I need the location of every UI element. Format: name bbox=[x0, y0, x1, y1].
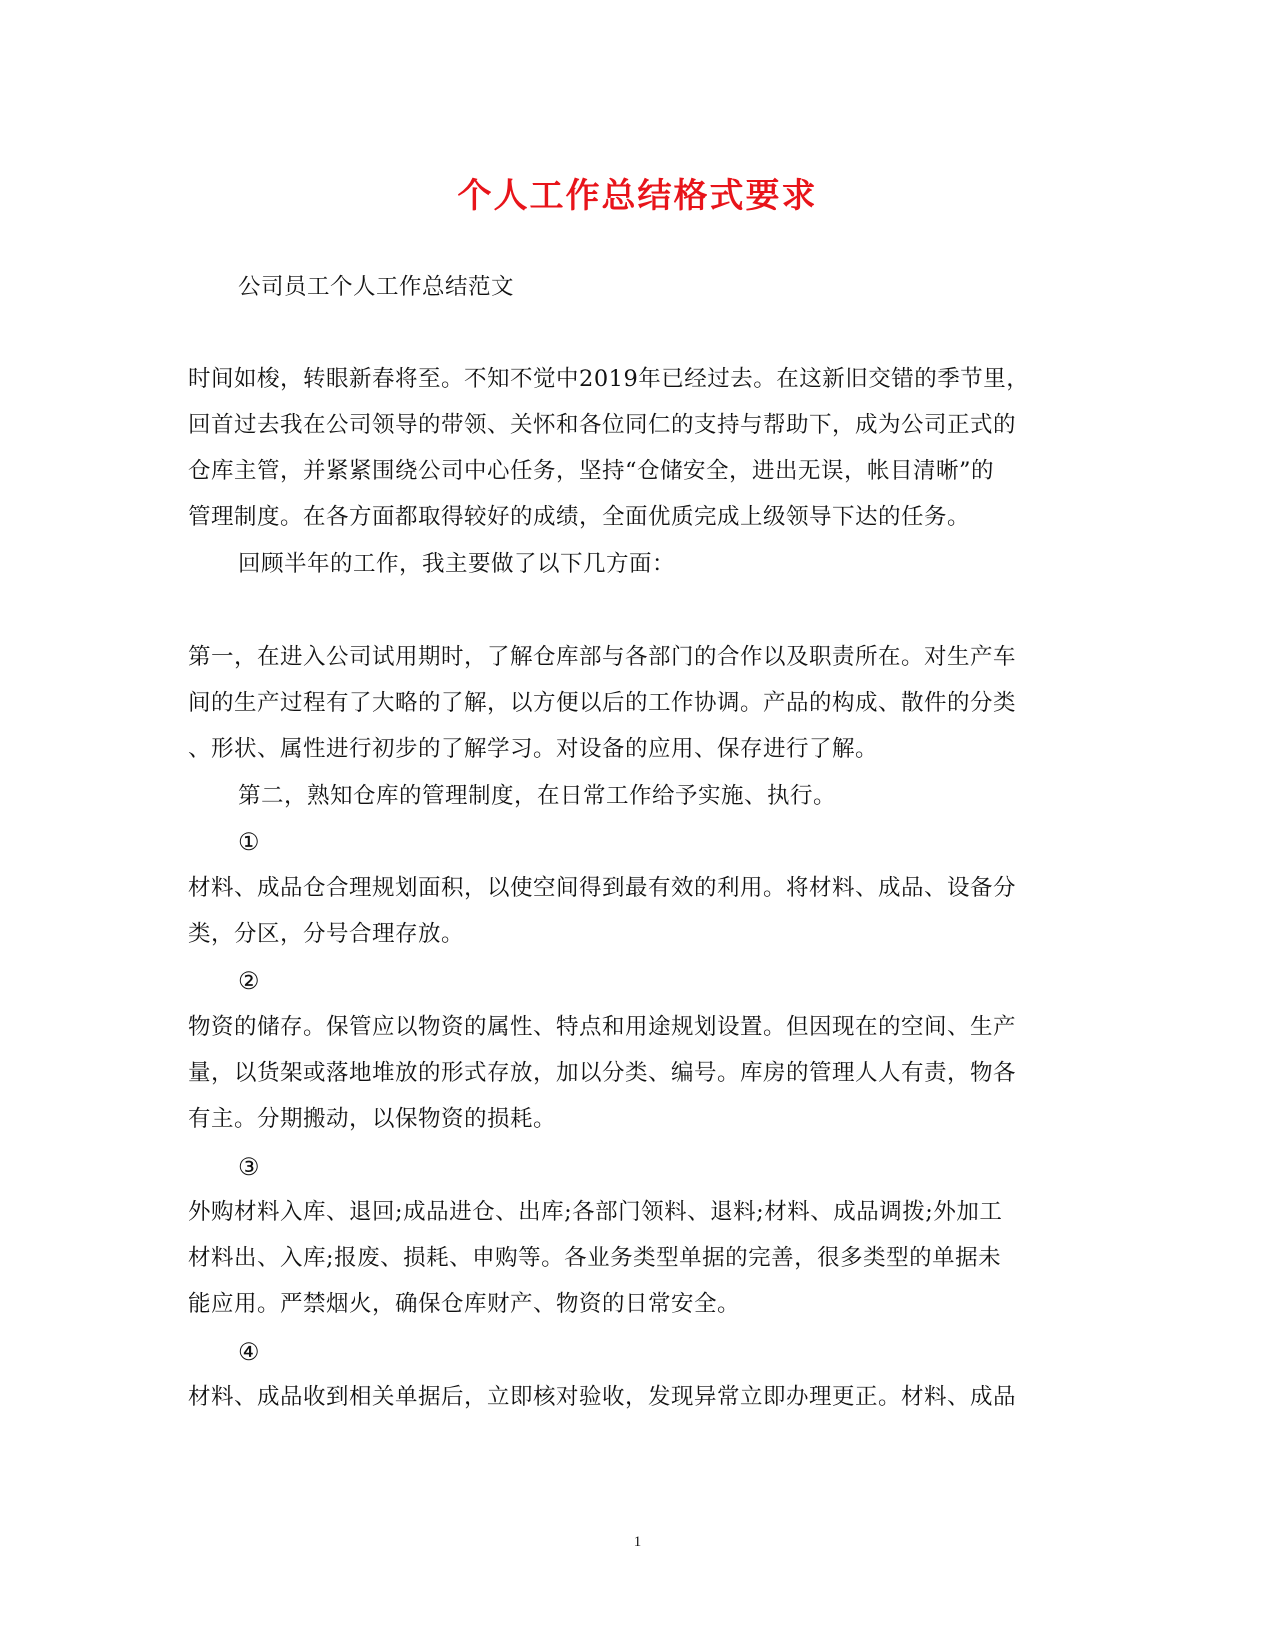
paragraph-line: 能应用。严禁烟火，确保仓库财产、物资的日常安全。 bbox=[188, 1291, 741, 1317]
item-marker: ① bbox=[238, 828, 260, 856]
paragraph-line: 、形状、属性进行初步的了解学习。对设备的应用、保存进行了解。 bbox=[188, 736, 879, 762]
item-marker: ④ bbox=[238, 1338, 260, 1366]
paragraph-line: 材料、成品收到相关单据后，立即核对验收，发现异常立即办理更正。材料、成品 bbox=[188, 1384, 1017, 1410]
paragraph-line: 回顾半年的工作，我主要做了以下几方面： bbox=[238, 551, 676, 577]
paragraph-line: 物资的储存。保管应以物资的属性、特点和用途规划设置。但因现在的空间、生产 bbox=[188, 1014, 1017, 1040]
paragraph-line: 间的生产过程有了大略的了解，以方便以后的工作协调。产品的构成、散件的分类 bbox=[188, 690, 1017, 716]
page-number: 1 bbox=[633, 1534, 642, 1550]
paragraph-line: 类，分区，分号合理存放。 bbox=[188, 921, 465, 947]
paragraph-line: 第一，在进入公司试用期时，了解仓库部与各部门的合作以及职责所在。对生产车 bbox=[188, 644, 1017, 670]
paragraph-line: 有主。分期搬动，以保物资的损耗。 bbox=[188, 1106, 557, 1132]
paragraph-line: 外购材料入库、退回;成品进仓、出库;各部门领料、退料;材料、成品调拨;外加工 bbox=[188, 1199, 1003, 1225]
paragraph-line: 仓库主管，并紧紧围绕公司中心任务，坚持“仓储安全，进出无误，帐目清晰”的 bbox=[188, 458, 995, 484]
item-marker: ③ bbox=[238, 1153, 260, 1181]
paragraph-line: 管理制度。在各方面都取得较好的成绩，全面优质完成上级领导下达的任务。 bbox=[188, 504, 971, 530]
paragraph-line: 回首过去我在公司领导的带领、关怀和各位同仁的支持与帮助下，成为公司正式的 bbox=[188, 412, 1017, 438]
paragraph-line: 量，以货架或落地堆放的形式存放，加以分类、编号。库房的管理人人有责，物各 bbox=[188, 1060, 1017, 1086]
item-marker: ② bbox=[238, 967, 260, 995]
paragraph-line: 材料出、入库;报废、损耗、申购等。各业务类型单据的完善，很多类型的单据未 bbox=[188, 1245, 1002, 1271]
paragraph-line: 材料、成品仓合理规划面积，以使空间得到最有效的利用。将材料、成品、设备分 bbox=[188, 875, 1017, 901]
paragraph-line: 时间如梭，转眼新春将至。不知不觉中2019年已经过去。在这新旧交错的季节里， bbox=[188, 366, 1030, 392]
subtitle: 公司员工个人工作总结范文 bbox=[238, 274, 515, 300]
page-title: 个人工作总结格式要求 bbox=[457, 176, 818, 216]
paragraph-line: 第二，熟知仓库的管理制度，在日常工作给予实施、执行。 bbox=[238, 783, 837, 809]
